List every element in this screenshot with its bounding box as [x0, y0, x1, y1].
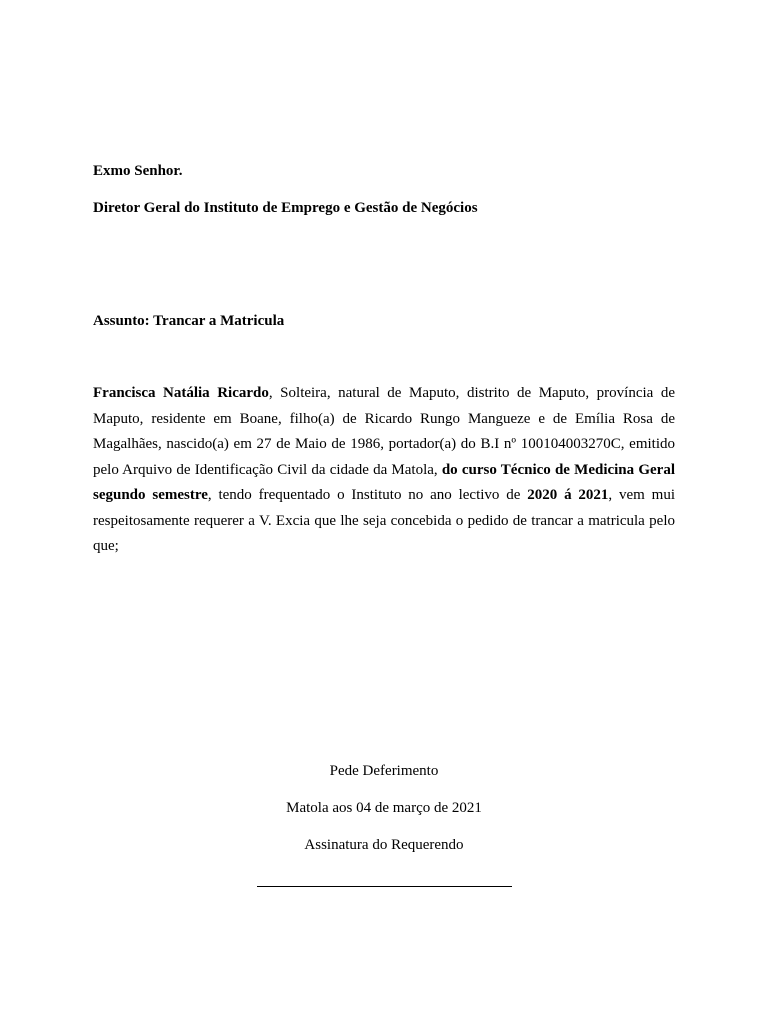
- applicant-name: Francisca Natália Ricardo: [93, 385, 269, 401]
- closing-place-date: Matola aos 04 de março de 2021: [286, 800, 482, 816]
- course-text: do curso Técnico de Medicina Geral segundo semestre: [93, 461, 675, 503]
- body-text-3: , vem mui respeitosamente requerer a V. Excia que lhe seja concebida o pedido de trancar a matricula pelo que;: [93, 487, 676, 554]
- body-text-1: , Solteira, natural de Maputo, distrito de Maputo, província de Maputo, residente em Boane, filho(a) de Ricardo Rungo Mangueze e de Emília Rosa de Magalhães, nascido(a) em 27 de Maio de 1986, portador(a) do B.I nº 100104003270C, emitido pelo Arquivo de Identificação Civil da cidade da Matola,: [93, 385, 675, 478]
- recipient: Diretor Geral do Instituto de Emprego e Gestão de Negócios: [93, 200, 478, 216]
- subject-line: Assunto: Trancar a Matricula: [93, 313, 285, 329]
- closing-signature-label: Assinatura do Requerendo: [304, 837, 464, 853]
- signature-line: [257, 886, 512, 887]
- closing-request: Pede Deferimento: [329, 763, 439, 779]
- academic-year: 2020 á 2021: [527, 487, 609, 503]
- body-text-2: , tendo frequentado o Instituto no ano lectivo de: [207, 487, 528, 503]
- body-paragraph: [93, 381, 675, 560]
- greeting: Exmo Senhor.: [93, 163, 183, 179]
